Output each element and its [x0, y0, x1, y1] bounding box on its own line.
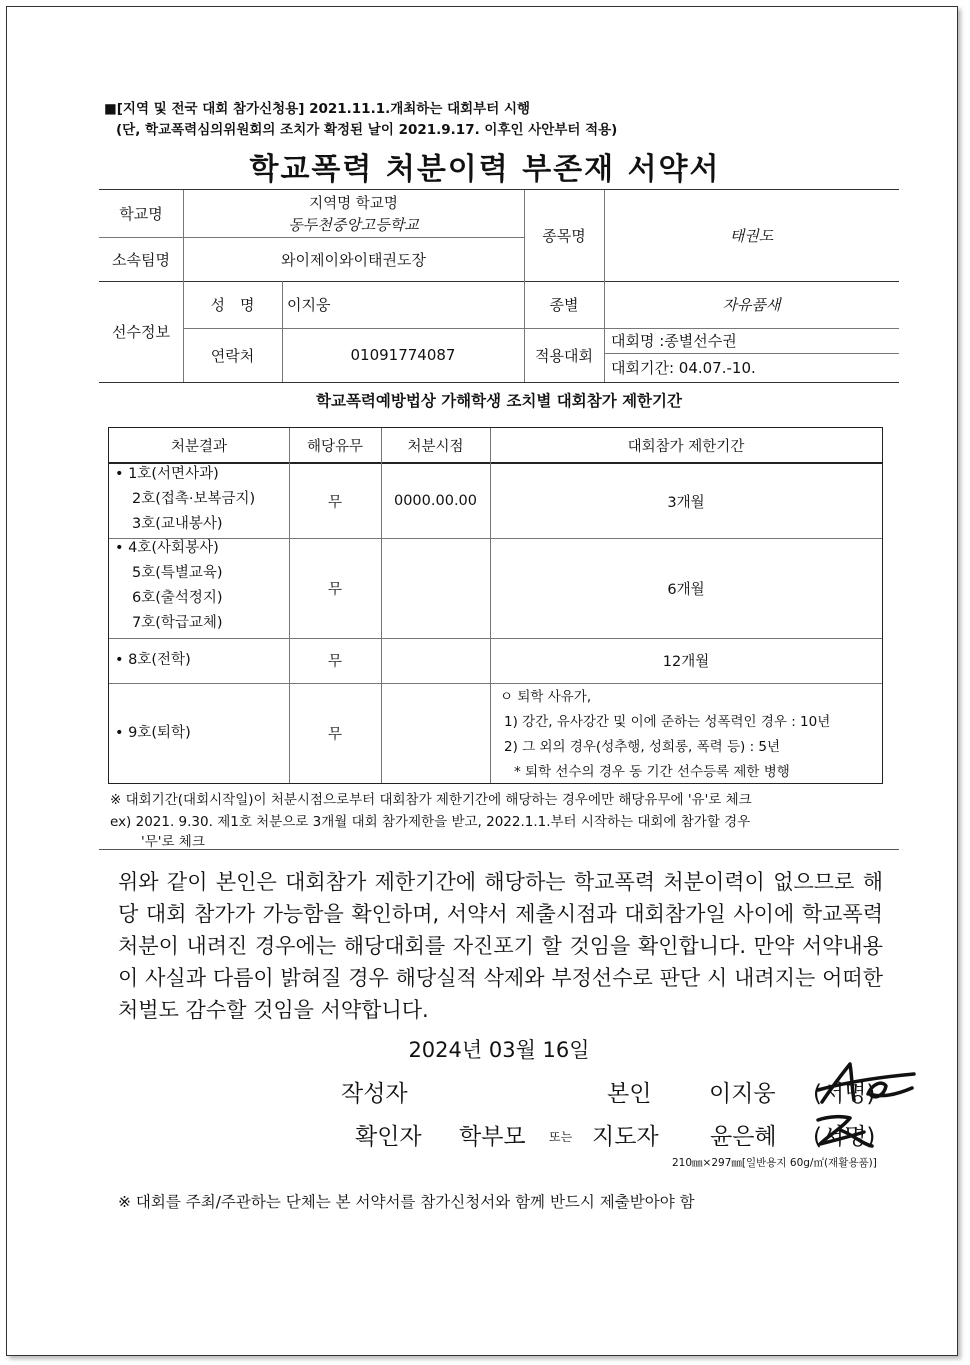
list-item: 2호(접촉·보복금지): [132, 491, 256, 507]
contact-value: 01091774087: [350, 346, 456, 364]
note-1: ※ 대회기간(대회시작일)이 처분시점으로부터 대회참가 제한기간에 해당하는 경우에만 해당유무에 '유'로 체크: [110, 792, 752, 808]
header-disposition-date: 처분시점: [407, 438, 464, 455]
writer-label: 작성자: [341, 1081, 408, 1107]
writer-name: 이지웅: [709, 1081, 776, 1107]
row-2-applicable: 무: [327, 581, 342, 598]
confirmer-name: 윤은혜: [710, 1124, 777, 1150]
list-item: 7호(학급교체): [132, 615, 223, 631]
row-2-date: [381, 538, 490, 638]
player-info-label: 선수정보: [112, 323, 170, 341]
or-label: 또는: [549, 1130, 573, 1144]
pledge-date: 2024년 03월 16일: [408, 1038, 590, 1062]
note-2-line-2: '무'로 체크: [141, 834, 205, 850]
restriction-subtitle: 학교폭력예방법상 가해학생 조치별 대회참가 제한기간: [316, 392, 682, 410]
parent-label: 학부모: [459, 1124, 526, 1150]
notice-line-1: ■[지역 및 전국 대회 참가신청용] 2021.11.1.개최하는 대회부터 시행: [104, 101, 531, 117]
name-label: 성 명: [210, 296, 255, 314]
category-label: 종별: [549, 296, 579, 314]
event-value: 태권도: [729, 227, 774, 245]
row-3-period: 12개월: [662, 654, 710, 670]
writer-sign-mark: (서명): [813, 1081, 876, 1107]
coach-label: 지도자: [592, 1124, 659, 1150]
competition-period: 대회기간: 04.07.-10.: [611, 359, 756, 377]
self-label: 본인: [607, 1081, 652, 1107]
list-item: 6호(출석정지): [132, 590, 223, 606]
notice-line-2: (단, 학교폭력심의위원회의 조치가 확정된 날이 2021.9.17. 이후인 사안부터 적용): [116, 122, 618, 138]
contact-label: 연락처: [210, 346, 255, 365]
period-line: 2) 그 외의 경우(성추행, 성희롱, 폭력 등) : 5년: [504, 739, 781, 755]
confirmer-sign-mark: (서명): [813, 1124, 876, 1150]
row-4-date: [381, 683, 490, 783]
row-1-date: 0000.00.00: [393, 493, 478, 509]
category-value: 자유품새: [722, 296, 781, 314]
period-line: * 퇴학 선수의 경우 동 기간 선수등록 제한 병행: [514, 764, 790, 780]
period-line: ㅇ 퇴학 사유가,: [500, 689, 592, 705]
header-restriction-period: 대회참가 제한기간: [627, 438, 745, 455]
row-1-items: [115, 462, 255, 537]
document-title: 학교폭력 처분이력 부존재 서약서: [249, 152, 721, 187]
pledge-text: 위와 같이 본인은 대회참가 제한기간에 해당하는 학교폭력 처분이력이 없으므로 해당 대회 참가가 가능함을 확인하며, 서약서 제출시점과 대회참가일 사이에 학교폭력 처분이 내려진 경우에는 해당대회를 자진포기 할 것임을 확인합니다. 만약 서약내용이 사실과 다름이 밝혀질 경우 해당실적 삭제와 부정선수로 판단 시 내려지는 어떠한 처벌도 감수할 것임을 서약합니다.: [118, 870, 883, 1022]
list-item: • 1호(서면사과): [115, 466, 219, 482]
list-item: • 8호(전학): [115, 652, 191, 668]
row-3-items: [115, 648, 191, 673]
list-item: 3호(교내봉사): [132, 516, 223, 532]
list-item: • 4호(사회봉사): [115, 540, 219, 556]
row-1-period: 3개월: [667, 494, 705, 511]
restriction-table: [108, 427, 883, 784]
school-value: 동두천중앙고등학교: [288, 215, 419, 234]
applied-competition-label: 적용대회: [535, 346, 593, 365]
row-4-period: [500, 685, 830, 785]
team-label: 소속팀명: [112, 250, 170, 269]
row-2-items: [115, 536, 223, 636]
list-item: • 9호(퇴학): [115, 725, 191, 741]
header-applicable: 해당유무: [306, 438, 364, 455]
confirmer-label: 확인자: [355, 1124, 422, 1150]
competition-name: 대회명 :종별선수권: [611, 332, 737, 350]
row-3-date: [381, 638, 490, 683]
writer-handwritten-signature: [812, 1054, 924, 1114]
note-2-line-1: ex) 2021. 9.30. 제1호 처분으로 3개월 대회 참가제한을 받고, 2022.1.1.부터 시작하는 대회에 참가할 경우: [110, 814, 751, 830]
header-result: 처분결과: [170, 438, 228, 455]
name-value: 이지웅: [287, 296, 331, 314]
period-line: 1) 강간, 유사강간 및 이에 준하는 성폭력인 경우 : 10년: [504, 714, 831, 730]
row-4-applicable: 무: [327, 726, 342, 743]
row-2-period: 6개월: [667, 581, 705, 598]
school-hint: 지역명 학교명: [309, 195, 398, 212]
applicant-info-table: [99, 189, 899, 383]
row-1-applicable: 무: [327, 494, 342, 511]
school-label: 학교명: [119, 205, 163, 223]
row-3-applicable: 무: [327, 654, 342, 670]
team-value: 와이제이와이태권도장: [281, 250, 426, 269]
list-item: 5호(특별교육): [132, 565, 223, 581]
paper-spec: 210㎜×297㎜[일반용지 60g/㎡(재활용품)]: [672, 1157, 877, 1169]
confirmer-handwritten-signature: [812, 1110, 892, 1152]
footer-note: ※ 대회를 주최/주관하는 단체는 본 서약서를 참가신청서와 함께 반드시 제출받아야 함: [118, 1193, 695, 1211]
event-label: 종목명: [542, 227, 586, 245]
row-4-items: [115, 721, 191, 746]
